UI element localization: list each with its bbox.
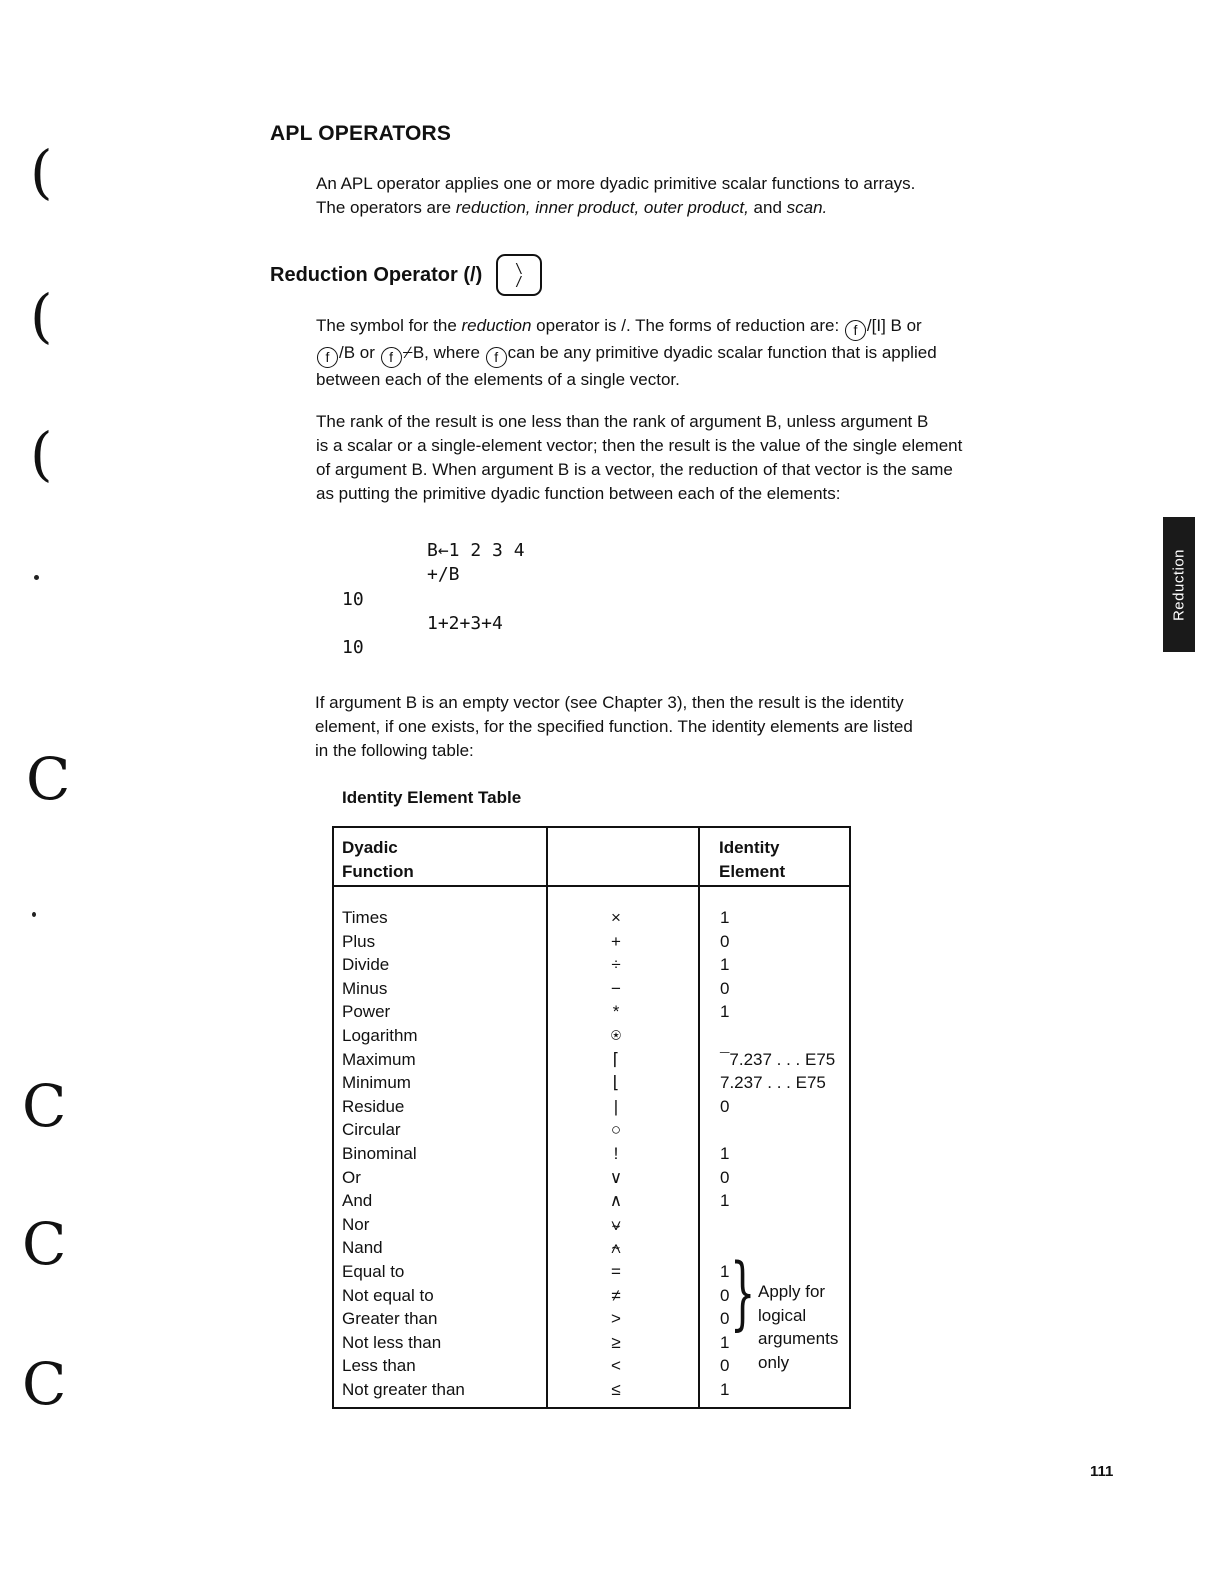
- table-cell-symbol: *: [612, 1002, 620, 1022]
- table-cell-symbol: !: [613, 1143, 619, 1163]
- table-cell-function: Times: [342, 908, 388, 927]
- table-cell-identity: [720, 1213, 835, 1237]
- table-cell-function: Not less than: [342, 1332, 442, 1352]
- binder-hole-mark: C: [22, 1072, 67, 1140]
- side-tab-label: Reduction: [1170, 548, 1188, 621]
- table-cell-symbol: ≥: [611, 1332, 621, 1352]
- scan-speck: [34, 575, 39, 580]
- header-divider: [334, 885, 849, 887]
- page-heading: APL OPERATORS: [270, 122, 452, 145]
- table-cell-identity: [720, 1024, 835, 1048]
- binder-hole-mark: (: [30, 420, 53, 488]
- table-cell-symbol: ∧: [609, 1191, 623, 1211]
- reduction-paragraph-1: The symbol for the reduction operator is /. The forms of reduction are: f /[I] B or f /B or f ⌿B, where f can be any primitive dyadic scalar function that is applied between each of the elements of a single vector.: [316, 316, 937, 389]
- table-cell-identity: 0: [720, 1309, 730, 1329]
- table-cell-symbol: ○: [610, 1120, 622, 1140]
- table-cell-identity: 1: [720, 1143, 730, 1163]
- function-f-circle-icon: f: [381, 347, 402, 368]
- table-cell-function: Equal to: [342, 1261, 405, 1281]
- table-cell-identity: 0: [720, 1285, 730, 1305]
- table-cell-identity: 0: [720, 1167, 730, 1187]
- table-cell-function: Power: [342, 1002, 391, 1022]
- table-cell-symbol: |: [613, 1096, 619, 1116]
- table-cell-identity: 0: [720, 1096, 730, 1116]
- code-output-line: 10: [342, 589, 364, 610]
- table-cell-function: Greater than: [342, 1309, 438, 1329]
- key-bottom-glyph: /: [515, 275, 523, 290]
- table-cell-function: Minus: [342, 978, 388, 998]
- table-cell-symbol: ×: [611, 908, 621, 927]
- table-cell-identity: 1: [720, 908, 730, 927]
- table-cell-symbol: =: [611, 1261, 621, 1281]
- table-cell-identity: 1: [720, 1191, 730, 1211]
- table-cell-identity: 1: [720, 1332, 730, 1352]
- intro-paragraph: [316, 172, 915, 220]
- scan-speck: [32, 912, 36, 917]
- keyboard-key-icon: [496, 254, 542, 296]
- code-output-line: 10: [342, 637, 364, 658]
- table-cell-identity: 1: [720, 955, 730, 975]
- table-cell-function: Residue: [342, 1096, 405, 1116]
- table-cell-identity: 7.237 . . . E75: [720, 1073, 826, 1093]
- table-cell-symbol: ⌊: [612, 1073, 620, 1093]
- table-cell-function: Not equal to: [342, 1285, 434, 1305]
- table-cell-symbol: ≤: [611, 1379, 621, 1399]
- reduction-paragraph-2: The rank of the result is one less than the rank of argument B, unless argument B is a scalar or a single-element vector; then the result is the value of the single element of argument B. When argument B is a vector, the reduction of that vector is the same as putting the primitive dyadic function between each of the elements:: [316, 412, 963, 503]
- binder-hole-mark: (: [30, 282, 53, 350]
- header-identity-element: Identity Element: [719, 838, 786, 881]
- table-cell-symbol: ⍲: [610, 1238, 622, 1258]
- reduction-paragraph-3: If argument B is an empty vector (see Chapter 3), then the result is the identity element, if one exists, for the specified function. The identity elements are listed in the following table:: [315, 693, 913, 760]
- page-number: 111: [1090, 1463, 1114, 1480]
- table-cell-symbol: ⍱: [610, 1214, 622, 1234]
- table-cell-function: Nor: [342, 1214, 370, 1234]
- table-cell-symbol: ∨: [609, 1167, 623, 1187]
- code-input-line: +/B: [427, 564, 460, 585]
- header-dyadic-function: Dyadic Function: [342, 838, 414, 881]
- table-cell-function: Minimum: [342, 1073, 411, 1093]
- function-column: [342, 906, 465, 1401]
- binder-hole-mark: C: [22, 1210, 67, 1278]
- table-cell-symbol: ÷: [611, 955, 621, 975]
- table-cell-function: And: [342, 1191, 373, 1211]
- function-f-circle-icon: f: [317, 347, 338, 368]
- table-cell-function: Circular: [342, 1120, 401, 1140]
- table-cell-identity: 1: [720, 1002, 730, 1022]
- code-input-line: B←1 2 3 4: [427, 540, 525, 561]
- binder-hole-mark: C: [26, 745, 71, 813]
- table-cell-identity: 0: [720, 1356, 730, 1376]
- table-cell-function: Maximum: [342, 1049, 416, 1069]
- intro-line-1: An APL operator applies one or more dyadic primitive scalar functions to arrays.: [316, 174, 916, 193]
- table-cell-identity: 1: [720, 1379, 730, 1399]
- column-divider: [698, 828, 700, 1407]
- table-cell-function: Divide: [342, 955, 390, 975]
- code-input-line: 1+2+3+4: [427, 613, 503, 634]
- function-f-circle-icon: f: [845, 320, 866, 341]
- table-cell-symbol: >: [611, 1309, 621, 1329]
- table-title: Identity Element Table: [342, 788, 522, 807]
- table-cell-symbol: −: [611, 978, 621, 998]
- table-cell-identity: [720, 1118, 835, 1142]
- table-cell-identity: 0: [720, 978, 730, 998]
- table-cell-symbol: <: [611, 1356, 621, 1376]
- section-title: Reduction Operator (/): [270, 264, 483, 286]
- function-f-circle-icon: f: [486, 347, 507, 368]
- table-cell-function: Logarithm: [342, 1025, 418, 1045]
- key-top-glyph: \: [515, 262, 523, 277]
- column-divider: [546, 828, 548, 1407]
- identity-element-table: [332, 826, 851, 1409]
- table-cell-function: Or: [342, 1167, 361, 1187]
- table-cell-symbol: ≠: [611, 1285, 621, 1305]
- table-cell-identity: 0: [720, 931, 730, 951]
- table-cell-symbol: ⌈: [612, 1049, 620, 1069]
- table-cell-function: Plus: [342, 931, 376, 951]
- symbol-column: [596, 906, 636, 1401]
- binder-hole-mark: C: [22, 1350, 67, 1418]
- section-side-tab: [1163, 517, 1195, 652]
- table-cell-function: Nand: [342, 1238, 383, 1258]
- table-cell-function: Less than: [342, 1356, 416, 1376]
- binder-hole-mark: (: [30, 138, 53, 206]
- logical-arguments-note: Apply for logical arguments only: [758, 1282, 839, 1372]
- table-cell-symbol: +: [611, 931, 621, 951]
- table-cell-symbol: ⍟: [610, 1025, 622, 1045]
- logical-brace: }: [730, 1246, 756, 1339]
- table-cell-function: Binominal: [342, 1143, 417, 1163]
- table-cell-identity: 1: [720, 1261, 730, 1281]
- intro-line-2: The operators are reduction, inner product, outer product, and scan.: [316, 198, 828, 217]
- table-cell-identity: ¯7.237 . . . E75: [720, 1049, 836, 1069]
- table-cell-function: Not greater than: [342, 1379, 465, 1399]
